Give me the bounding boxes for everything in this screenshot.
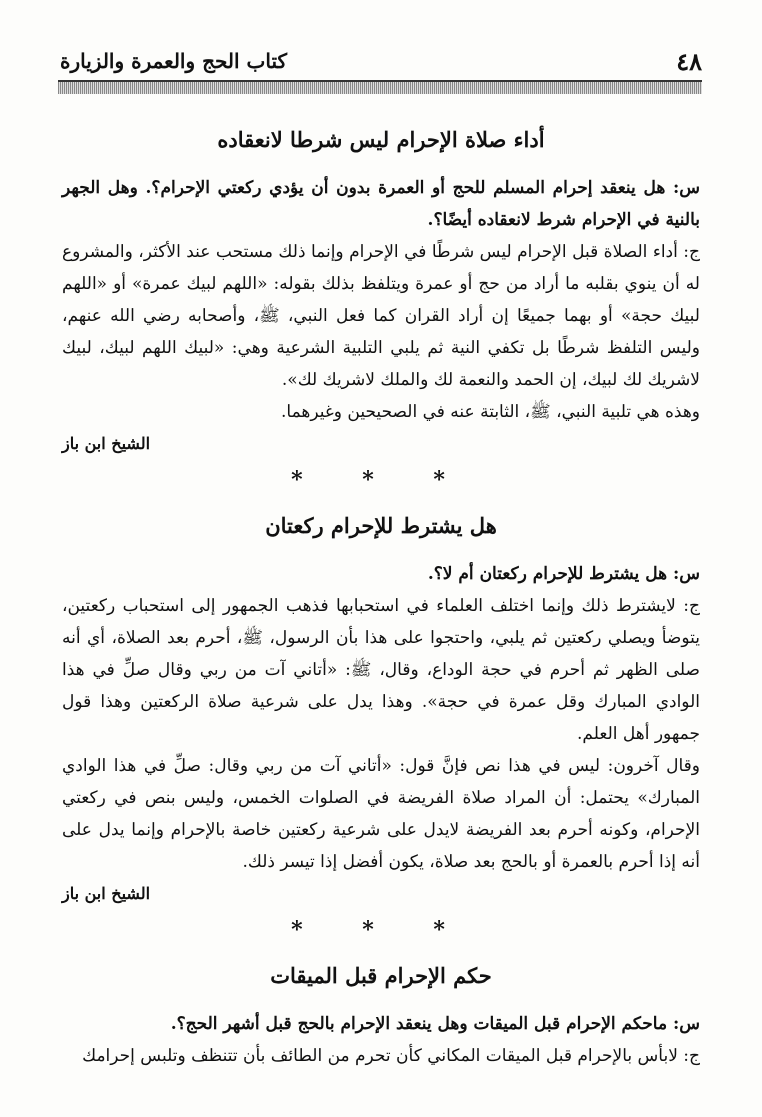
answer-text: وقال آخرون: ليس في هذا نص فإنَّ قول: «أتاني آت من ربي وقال: صلِّ في هذا الوادي المبارك» يحتمل: أن المراد صلاة الفريضة في الصلوات الخمس، وليس بنص في ركعتي الإحرام، وكونه أحرم بعد الفريضة لايدل على شرعية ركعتين خاصة بالإحرام وإنما يدل على أنه إذا أحرم بالعمرة أو بالحج بعد صلاة، يكون أفضل إذا تيسر ذلك.: [62, 756, 700, 872]
answer-text: ج: لايشترط ذلك وإنما اختلف العلماء في استحبابها فذهب الجمهور إلى استحباب ركعتين، يتوضأ ويصلي ركعتين ثم يلبي، واحتجوا على هذا بأن الرسول، ﷺ، أحرم بعد الصلاة، أي أنه صلى الظهر ثم أحرم في حجة الوداع، وقال، ﷺ: «أتاني آت من ربي وقال صلِّ في هذا الوادي المبارك وقل عمرة في حجة». وهذا يدل على شرعية صلاة الركعتين وهذا قول جمهور أهل العلم.: [62, 596, 700, 744]
book-title: كتاب الحج والعمرة والزيارة: [60, 49, 288, 73]
author-signature: الشيخ ابن باز: [62, 884, 151, 903]
running-header: [60, 44, 702, 78]
author-signature: الشيخ ابن باز: [62, 434, 151, 453]
section-separator: * * *: [291, 467, 471, 493]
question-text: س: ماحكم الإحرام قبل الميقات وهل ينعقد الإحرام بالحج قبل أشهر الحج؟.: [170, 1014, 700, 1034]
page-content: [62, 110, 700, 1072]
section-title: حكم الإحرام قبل الميقات: [270, 963, 492, 988]
section-title: هل يشترط للإحرام ركعتان: [265, 513, 497, 538]
header-rule: [58, 80, 702, 94]
answer-text: وهذه هي تلبية النبي، ﷺ، الثابتة عنه في الصحيحين وغيرهما.: [281, 402, 700, 422]
answer-text: ج: أداء الصلاة قبل الإحرام ليس شرطًا في الإحرام وإنما ذلك مستحب عند الأكثر، والمشروع له أن ينوي بقلبه ما أراد من حج أو عمرة ويتلفظ بذلك بقوله: «اللهم لبيك عمرة» أو «اللهم لبيك حجة» أو بهما جميعًا إن أراد القران كما فعل النبي، ﷺ، وأصحابه رضي الله عنهم، وليس التلفظ شرطًا بل تكفي النية ثم يلبي التلبية الشرعية وهي: «لبيك اللهم لبيك، لبيك لاشريك لك لبيك، إن الحمد والنعمة لك والملك لاشريك لك».: [62, 242, 700, 390]
answer-text: ج: لابأس بالإحرام قبل الميقات المكاني كأن تحرم من الطائف بأن تتنظف وتلبس إحرامك: [82, 1046, 700, 1066]
section-separator: * * *: [291, 917, 471, 943]
question-text: س: هل ينعقد إحرام المسلم للحج أو العمرة بدون أن يؤدي ركعتي الإحرام؟. وهل الجهر بالنية في الإحرام شرط لانعقاده أيضًا؟.: [62, 178, 700, 230]
question-text: س: هل يشترط للإحرام ركعتان أم لا؟.: [427, 564, 700, 584]
section-title: أداء صلاة الإحرام ليس شرطا لانعقاده: [217, 127, 545, 152]
page-number: ٤٨: [676, 46, 702, 76]
